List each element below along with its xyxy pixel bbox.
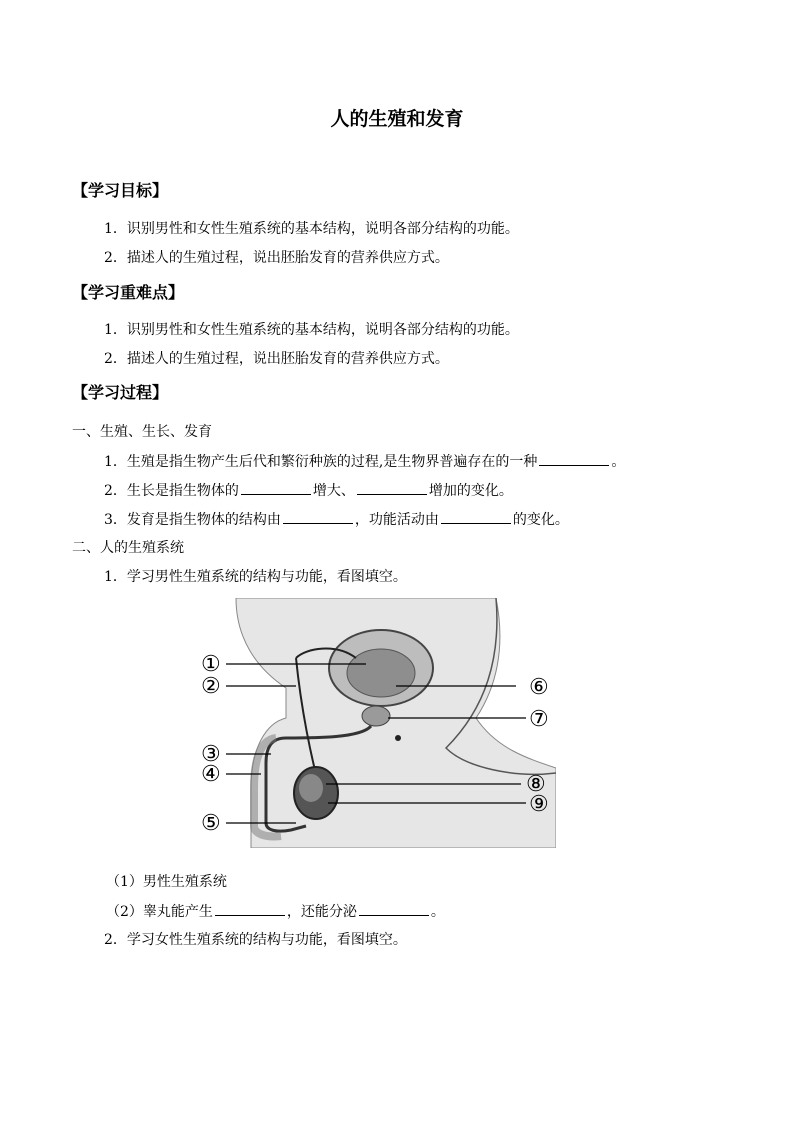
- part2-sub-2: [106, 901, 445, 922]
- fill-blank-growth-1[interactable]: [241, 480, 311, 495]
- part2-sub-2-prefix: （2）睾丸能产生: [106, 904, 213, 920]
- diagram-label-1: ①: [201, 652, 221, 677]
- part1-item-1: [104, 451, 625, 472]
- diagram-label-5: ⑤: [201, 811, 221, 836]
- diagram-label-2: ②: [201, 674, 221, 699]
- objective-item-1: 1．识别男性和女性生殖系统的基本结构，说明各部分结构的功能。: [104, 221, 519, 237]
- part2-sub-2-middle: ，还能分泌: [286, 904, 357, 920]
- part1-item-2-middle: 增大、: [312, 483, 355, 499]
- part2-item-1: 1．学习男性生殖系统的结构与功能，看图填空。: [104, 569, 407, 585]
- diagram-label-8: ⑧: [526, 772, 546, 797]
- fill-blank-growth-2[interactable]: [357, 480, 427, 495]
- part1-item-3: [104, 509, 569, 530]
- fill-blank-development-1[interactable]: [283, 509, 353, 524]
- fill-blank-testis-2[interactable]: [359, 901, 429, 916]
- fill-blank-testis-1[interactable]: [215, 901, 285, 916]
- part1-item-1-prefix: 1．生殖是指生物产生后代和繁衍种族的过程,是生物界普遍存在的一种: [104, 454, 538, 470]
- part1-item-3-prefix: 3．发育是指生物体的结构由: [104, 512, 281, 528]
- diagram-label-9: ⑨: [529, 792, 549, 817]
- part2-sub-2-suffix: 。: [430, 904, 445, 920]
- male-reproductive-system-diagram: [196, 598, 556, 848]
- diagram-label-3: ③: [201, 742, 221, 767]
- page-title: 人的生殖和发育: [330, 108, 464, 130]
- key-point-item-1: 1．识别男性和女性生殖系统的基本结构，说明各部分结构的功能。: [104, 322, 519, 338]
- part2-sub-1: （1）男性生殖系统: [106, 874, 227, 890]
- diagram-label-7: ⑦: [529, 707, 549, 732]
- section-heading-process: 【学习过程】: [72, 383, 169, 402]
- part2-heading: 二、人的生殖系统: [72, 540, 184, 556]
- part1-item-2-prefix: 2．生长是指生物体的: [104, 483, 239, 499]
- diagram-label-6: ⑥: [529, 675, 549, 700]
- section-heading-key-points: 【学习重难点】: [72, 283, 185, 302]
- fill-blank-development-2[interactable]: [441, 509, 511, 524]
- diagram-label-4: ④: [201, 762, 221, 787]
- part1-item-2-suffix: 增加的变化。: [428, 483, 513, 499]
- part1-item-3-suffix: 的变化。: [512, 512, 569, 528]
- fill-blank-reproduction[interactable]: [539, 451, 609, 466]
- part1-item-1-suffix: 。: [611, 454, 626, 470]
- part1-item-3-middle: ，功能活动由: [354, 512, 439, 528]
- part1-item-2: [104, 480, 513, 501]
- part2-item-2: 2．学习女性生殖系统的结构与功能，看图填空。: [104, 932, 407, 948]
- part1-heading: 一、生殖、生长、发育: [72, 424, 212, 440]
- key-point-item-2: 2．描述人的生殖过程，说出胚胎发育的营养供应方式。: [104, 351, 449, 367]
- objective-item-2: 2．描述人的生殖过程，说出胚胎发育的营养供应方式。: [104, 250, 449, 266]
- section-heading-objectives: 【学习目标】: [72, 181, 169, 200]
